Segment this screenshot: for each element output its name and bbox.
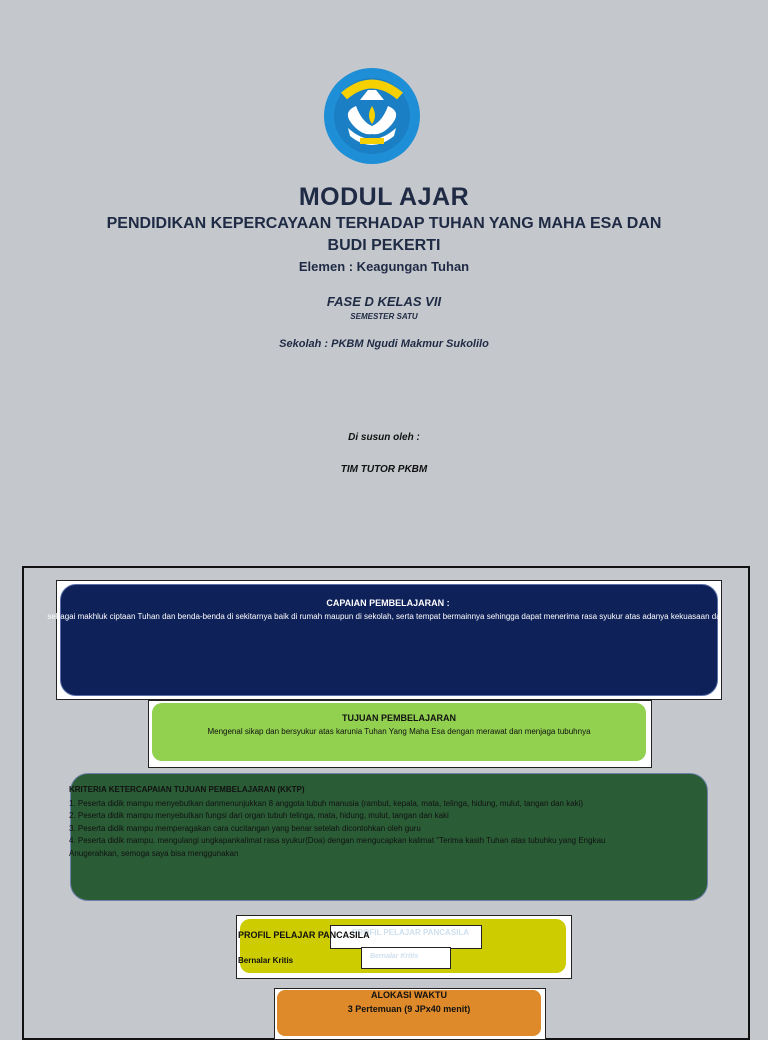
tujuan-title: TUJUAN PEMBELAJARAN [341,713,456,723]
author-team: TIM TUTOR PKBM [340,464,428,475]
kktp-title: KRITERIA KETERCAPAIAN TUJUAN PEMBELAJARAN (KKTP) [69,785,305,794]
semester-label: SEMESTER SATU [350,312,418,321]
bernalar-label: Bernalar Kritis [238,956,294,965]
school-label: Sekolah : PKBM Ngudi Makmur Sukolilo [279,338,489,350]
profil-chip-text: PROFIL PELAJAR PANCASILA [352,928,470,937]
tut-wuri-handayani-logo [322,66,422,166]
kktp-item: 3. Peserta didik mampu memperagakan cara cucitangan yang benar setelah dicontohkan oleh guru [69,823,421,833]
tujuan-text: Mengenal sikap dan bersyukur atas karunia Tuhan Yang Maha Esa dengan merawat dan menjaga tubuhnya [207,727,591,736]
kktp-item: 2. Peserta didik mampu menyebutkan fungsi dari organ tubuh telinga, mata, hidung, mulut, tangan dan kaki [69,811,449,821]
prepared-by-label: Di susun oleh : [348,432,420,443]
document-title: MODUL AJAR [298,183,470,211]
element-label: Elemen : Keagungan Tuhan [298,259,470,274]
kktp-list [69,798,719,860]
document-subtitle: PENDIDIKAN KEPERCAYAAN TERHADAP TUHAN YANG MAHA ESA DAN BUDI PEKERTI [106,215,662,254]
phase-label: FASE D KELAS VII [326,294,442,309]
alokasi-title: ALOKASI WAKTU [371,990,447,1000]
capaian-title: CAPAIAN PEMBELAJARAN : [326,598,450,608]
kktp-item: 1. Peserta didik mampu menyebutkan danmenunjukkan 8 anggota tubuh manusia (rambut, kepala, mata, telinga, hidung, mulut, tangan dan kaki) [69,799,584,808]
bernalar-chip-text: Bernalar Kritis [370,953,419,960]
kktp-item: 4. Peserta didik mampu. mengulangi ungkapankalimat rasa syukur(Doa) dengan mengucapkan kalimat "Terima kasih Tuhan atas tubuhku yang Engkau [69,836,606,846]
kktp-item: Anugerahkan, semoga saya bisa menggunakan [69,848,239,858]
capaian-text: sebagai makhluk ciptaan Tuhan dan benda-benda di sekitarnya baik di rumah maupun di sekolah, serta tempat bermainnya sehingga dapat menerima rasa syukur atas adanya kekuasaan da [47,612,721,621]
profil-label: PROFIL PELAJAR PANCASILA [238,930,370,940]
alokasi-text: 3 Pertemuan (9 JPx40 menit) [347,1004,471,1014]
